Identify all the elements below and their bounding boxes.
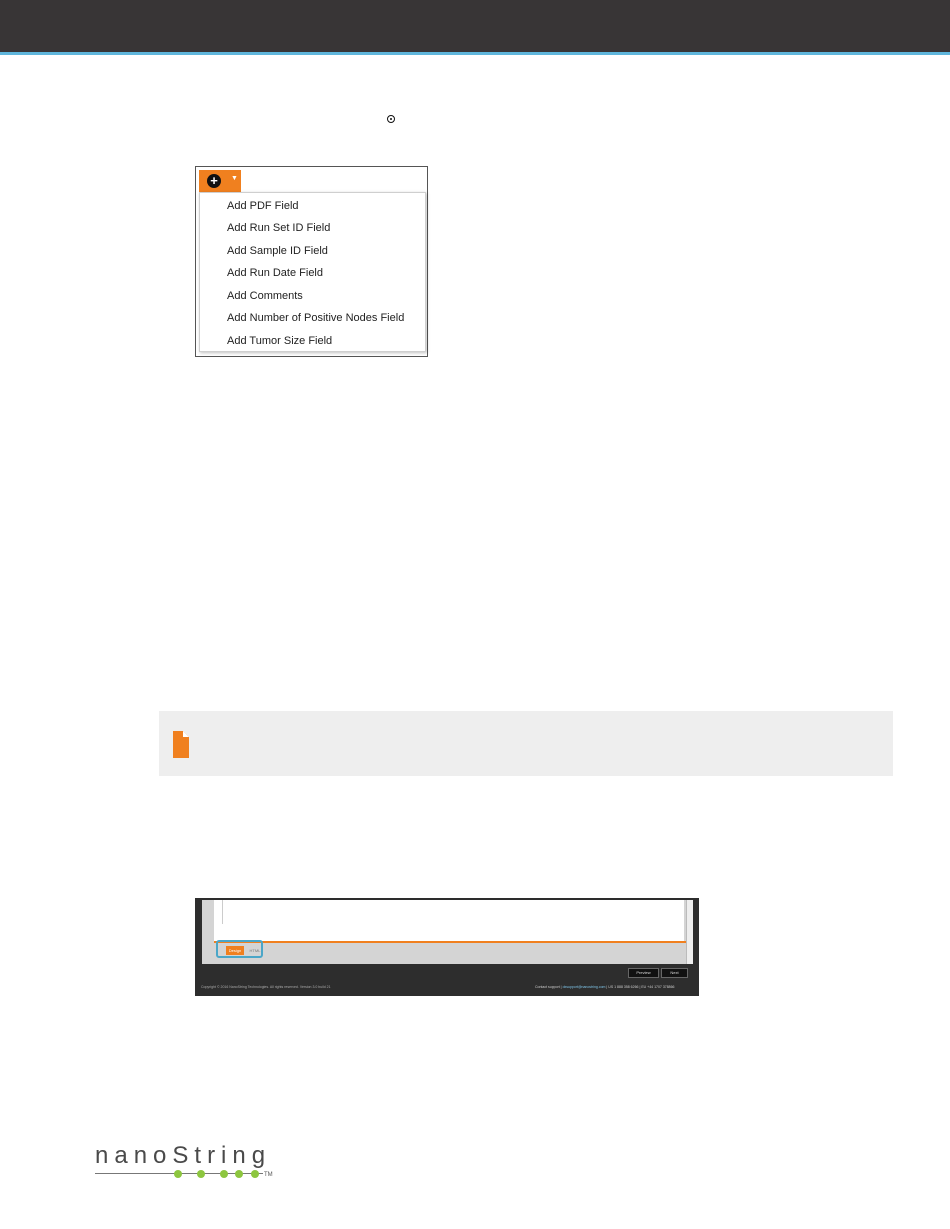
tab-design[interactable]: Design <box>226 946 244 955</box>
add-field-dropdown-screenshot <box>195 166 428 357</box>
note-page-icon <box>173 731 189 758</box>
logo-trademark: TM <box>264 1172 273 1178</box>
nanostring-logo <box>95 1142 275 1182</box>
menu-item-add-comments[interactable]: Add Comments <box>227 290 303 302</box>
logo-wordmark: nanoString <box>95 1142 272 1169</box>
add-icon-inline <box>387 115 395 123</box>
editor-gutter <box>214 900 223 924</box>
footer-email-link[interactable]: dxsupport@nanostring.com <box>562 985 606 989</box>
tab-html[interactable]: HTML <box>249 948 261 953</box>
editor-tabs-screenshot <box>195 898 699 996</box>
menu-item-add-sample-id-field[interactable]: Add Sample ID Field <box>227 245 328 257</box>
page-header-rule <box>0 52 950 55</box>
footer-copyright: Copyright © 2016 NanoString Technologies. All rights reserved. Version 3.0 build 21 <box>201 985 331 989</box>
footer-contact-label: Contact support | <box>535 985 562 989</box>
logo-dot <box>220 1170 228 1178</box>
logo-dot <box>197 1170 205 1178</box>
note-box <box>159 711 893 776</box>
logo-dot <box>251 1170 259 1178</box>
plus-circle-icon: + <box>207 174 221 188</box>
footer-phone: | US 1 888 358 6266 | EU +44 1707 378866 <box>606 985 675 989</box>
preview-button[interactable]: Preview <box>628 968 659 978</box>
next-button[interactable]: Next <box>661 968 688 978</box>
chevron-down-icon: ▼ <box>231 175 238 182</box>
logo-dot <box>174 1170 182 1178</box>
add-field-menu <box>199 192 426 352</box>
menu-item-add-run-date-field[interactable]: Add Run Date Field <box>227 267 323 279</box>
menu-item-add-positive-nodes-field[interactable]: Add Number of Positive Nodes Field <box>227 312 405 324</box>
editor-panel <box>202 900 692 964</box>
logo-dot <box>235 1170 243 1178</box>
menu-item-add-run-set-id-field[interactable]: Add Run Set ID Field <box>227 222 331 234</box>
add-field-button[interactable] <box>199 170 241 192</box>
menu-item-add-tumor-size-field[interactable]: Add Tumor Size Field <box>227 335 333 347</box>
editor-scrollbar[interactable] <box>686 900 693 964</box>
menu-item-add-pdf-field[interactable]: Add PDF Field <box>227 200 299 212</box>
page-header-bar <box>0 0 950 52</box>
editor-divider <box>214 941 687 943</box>
tabs-highlight-box <box>216 940 263 958</box>
footer-contact <box>535 985 675 989</box>
editor-canvas <box>214 900 684 942</box>
